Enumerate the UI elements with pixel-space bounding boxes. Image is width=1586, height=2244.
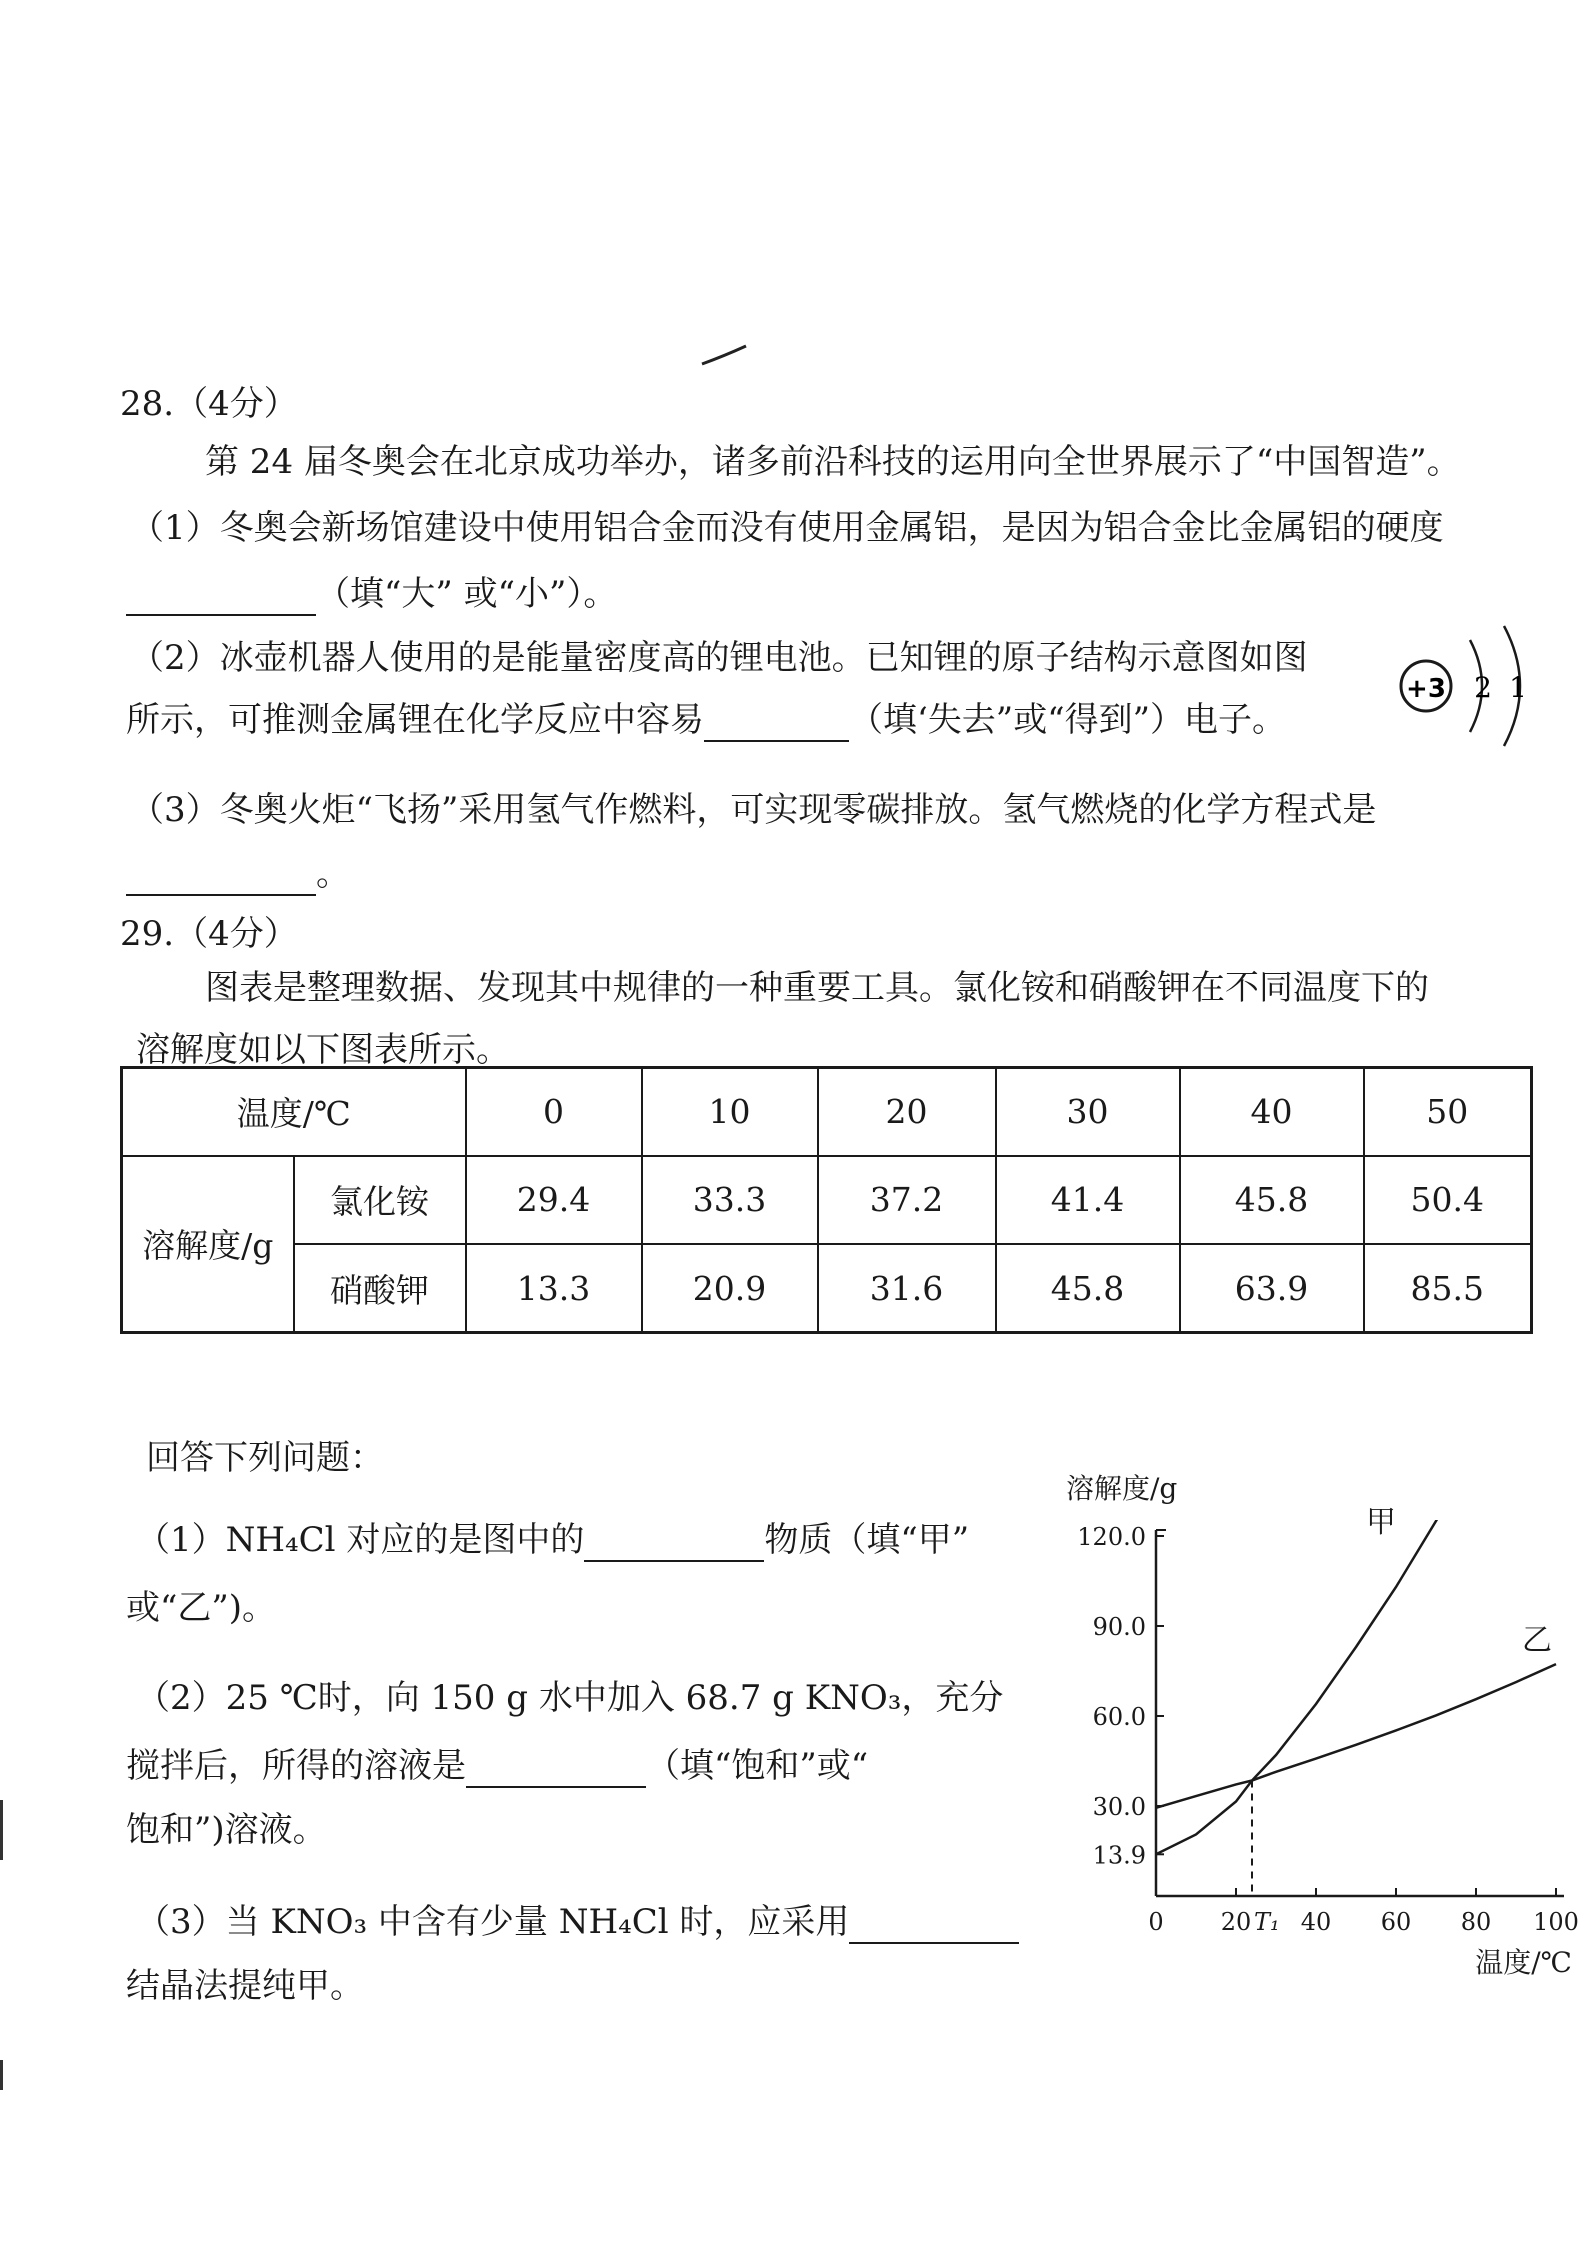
table-cell: 29.4 (466, 1156, 642, 1244)
scan-artifact (0, 1800, 3, 1860)
q28-part1-line1: （1）冬奥会新场馆建设中使用铝合金而没有使用金属铝，是因为铝合金比金属铝的硬度 (130, 508, 1444, 548)
y-tick-label: 30.0 (1092, 1793, 1146, 1821)
q29-part1-hint: 物质（填“甲” (764, 1520, 970, 1560)
series-label-jia: 甲 (1366, 1505, 1396, 1540)
q29-part1-line1 (136, 1518, 969, 1562)
y-tick-label: 120.0 (1077, 1523, 1146, 1551)
q29-intro-line2: 溶解度如以下图表所示。 (136, 1030, 510, 1070)
q29-part2-line1: （2）25 ℃时，向 150 g 水中加入 68.7 g KNO₃，充分 (136, 1678, 1004, 1718)
table-temp-cell: 30 (996, 1068, 1180, 1156)
series-label-yi: 乙 (1522, 1623, 1552, 1658)
table-cell: 45.8 (996, 1244, 1180, 1332)
atom-shell2-electrons: 1 (1509, 671, 1527, 704)
q29-intro-line1: 图表是整理数据、发现其中规律的一种重要工具。氯化铵和硝酸钾在不同温度下的 (205, 968, 1429, 1008)
q29-part2-line3: 饱和”)溶液。 (126, 1810, 327, 1850)
table-temp-header: 温度/℃ (122, 1068, 466, 1156)
x-tick-label: 80 (1460, 1908, 1492, 1936)
table-solubility-header: 溶解度/g (122, 1156, 294, 1333)
y-tick-label: 90.0 (1092, 1613, 1146, 1641)
table-row (122, 1156, 1532, 1244)
y-axis-title: 溶解度/g (1066, 1472, 1178, 1505)
marker-label-t1: T₁ (1254, 1908, 1280, 1936)
solubility-table (120, 1066, 1533, 1334)
q28-part1-line2 (126, 572, 617, 616)
x-tick-label: 20 (1220, 1908, 1252, 1936)
solubility-curve-chart (1052, 1460, 1579, 1980)
table-cell: 63.9 (1180, 1244, 1364, 1332)
q29-part2-hint: （填“饱和”或“ (646, 1746, 869, 1786)
q28-part3-line2 (126, 852, 350, 896)
table-temp-cell: 40 (1180, 1068, 1364, 1156)
q29-part3-answer-blank[interactable] (849, 1906, 1019, 1944)
q28-part1-hint: （填“大” 或“小”）。 (316, 574, 618, 614)
table-temp-cell: 50 (1364, 1068, 1532, 1156)
q29-part3-line2: 结晶法提纯甲。 (126, 1966, 364, 2006)
q28-part1-answer-blank[interactable] (126, 578, 316, 616)
q29-part1-answer-blank[interactable] (584, 1524, 764, 1562)
table-temp-cell: 20 (818, 1068, 996, 1156)
table-cell: 31.6 (818, 1244, 996, 1332)
series-line-yi (1156, 1664, 1556, 1808)
table-cell: 33.3 (642, 1156, 818, 1244)
x-axis-title: 温度/℃ (1475, 1946, 1572, 1979)
y-tick-label: 60.0 (1092, 1703, 1146, 1731)
table-row-label: 氯化铵 (294, 1156, 466, 1244)
table-cell: 45.8 (1180, 1156, 1364, 1244)
atom-nucleus-charge: +3 (1406, 674, 1446, 704)
scan-artifact (0, 2060, 3, 2090)
table-row-label: 硝酸钾 (294, 1244, 466, 1332)
q28-part2-hint: （填‘失去”或“得到”）电子。 (849, 700, 1286, 740)
q29-part1-text: （1）NH₄Cl 对应的是图中的 (136, 1520, 585, 1560)
q29-part2-text: 搅拌后，所得的溶液是 (126, 1746, 466, 1786)
table-row (122, 1244, 1532, 1332)
q28-part2-line2 (126, 698, 1286, 742)
x-tick-label: 40 (1300, 1908, 1332, 1936)
q28-part3-answer-blank[interactable] (126, 858, 316, 896)
x-tick-label: 60 (1380, 1908, 1412, 1936)
table-header-row (122, 1068, 1532, 1156)
q28-part3-end: 。 (316, 854, 350, 894)
q28-part2-answer-blank[interactable] (704, 704, 849, 742)
q29-part3-line1 (136, 1900, 1019, 1944)
q28-part2-text: 所示，可推测金属锂在化学反应中容易 (126, 700, 704, 740)
y-tick-label: 13.9 (1092, 1841, 1146, 1870)
table-temp-cell: 0 (466, 1068, 642, 1156)
answer-header: 回答下列问题： (146, 1438, 384, 1478)
atom-shell1-electrons: 2 (1474, 671, 1492, 704)
q29-part2-line2 (126, 1744, 868, 1788)
table-cell: 50.4 (1364, 1156, 1532, 1244)
q28-part2-line1: （2）冰壶机器人使用的是能量密度高的锂电池。已知锂的原子结构示意图如图 (130, 638, 1308, 678)
table-cell: 13.3 (466, 1244, 642, 1332)
table-cell: 85.5 (1364, 1244, 1532, 1332)
q29-part2-answer-blank[interactable] (466, 1750, 646, 1788)
q29-header: 29.（4分） (120, 914, 298, 954)
stray-mark (700, 340, 750, 370)
x-tick-label: 100 (1533, 1908, 1579, 1936)
q29-part3-text: （3）当 KNO₃ 中含有少量 NH₄Cl 时，应采用 (136, 1902, 850, 1942)
table-temp-cell: 10 (642, 1068, 818, 1156)
lithium-atom-diagram (1388, 620, 1538, 770)
q28-header: 28.（4分） (120, 384, 298, 424)
x-tick-label: 0 (1148, 1908, 1164, 1936)
table-cell: 41.4 (996, 1156, 1180, 1244)
q29-part1-line2: 或“乙”)。 (126, 1588, 277, 1628)
q28-part3-line1: （3）冬奥火炬“飞扬”采用氢气作燃料，可实现零碳排放。氢气燃烧的化学方程式是 (130, 790, 1377, 830)
series-line-jia (1156, 1488, 1456, 1854)
q28-intro: 第 24 届冬奥会在北京成功举办，诸多前沿科技的运用向全世界展示了“中国智造”。 (205, 442, 1461, 482)
table-cell: 20.9 (642, 1244, 818, 1332)
table-cell: 37.2 (818, 1156, 996, 1244)
